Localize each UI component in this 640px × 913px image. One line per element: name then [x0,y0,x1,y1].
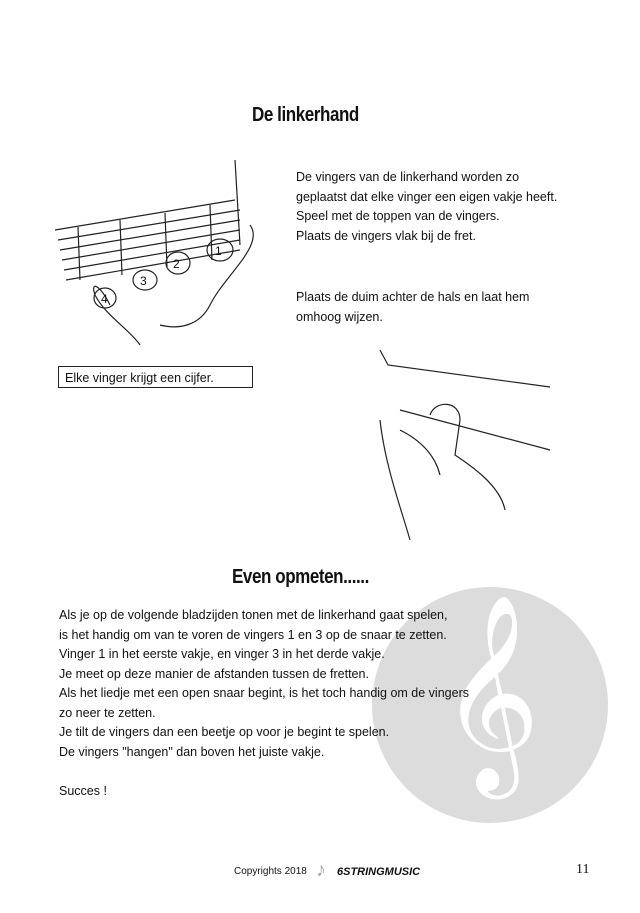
finger-number-4: 4 [101,292,108,306]
body-line: zo neer te zetten. [59,705,156,720]
intro-text [296,168,557,246]
body-line: Vinger 1 in het eerste vakje, en vinger 3 in het derde vakje. [59,647,385,661]
heading-opmeten: Even opmeten...... [232,566,369,588]
intro-line: Speel met de toppen van de vingers. [296,209,500,223]
caption-box: Elke vinger krijgt een cijfer. [58,366,253,388]
body-line: Je meet op deze manier de afstanden tussen de fretten. [59,666,369,681]
finger-number-2: 2 [173,257,180,271]
body-line: Als het liedje met een open snaar begint, is het toch handig om de vingers [59,686,469,700]
thumb-illustration [340,345,560,545]
thumb-line: omhoog wijzen. [296,309,383,324]
finger-number-1: 1 [215,244,222,258]
heading-linkerhand: De linkerhand [252,104,359,126]
guitarist-logo-icon: ♪ [316,859,326,881]
finger-number-3: 3 [140,274,147,288]
body-line: Succes ! [59,783,107,798]
intro-line: De vingers van de linkerhand worden zo [296,170,520,184]
copyright: Copyrights 2018 [234,866,307,877]
brand-name: 6STRINGMUSIC [337,866,421,878]
intro-line: Plaats de vingers vlak bij de fret. [296,228,476,243]
left-hand-illustration [50,155,270,355]
thumb-text [296,288,529,327]
body-line: is het handig om van te voren de vingers 1 en 3 op de snaar te zetten. [59,627,447,642]
body-text [59,606,469,801]
body-line: De vingers "hangen" dan boven het juiste vakje. [59,744,325,759]
intro-line: geplaatst dat elke vinger een eigen vakje heeft. [296,189,558,204]
thumb-line: Plaats de duim achter de hals en laat hem [296,290,530,304]
page-number: 11 [576,862,590,877]
body-line: Je tilt de vingers dan een beetje op voor je begint te spelen. [59,725,390,739]
body-line: Als je op de volgende bladzijden tonen met de linkerhand gaat spelen, [59,608,448,622]
body-line [59,762,469,782]
svg-text:𝄞: 𝄞 [439,593,541,791]
